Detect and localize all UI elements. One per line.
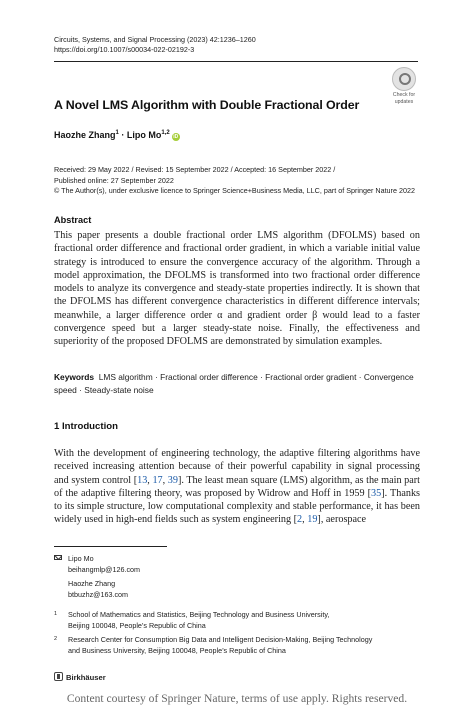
copyright-line: © The Author(s), under exclusive licence to Springer Science+Business Media, LLC, part of Springer Nature 2022 [54, 186, 415, 196]
article-title: A Novel LMS Algorithm with Double Fractional Order [54, 98, 360, 112]
affiliation-1 [54, 610, 424, 632]
citation-link[interactable]: 39 [167, 474, 178, 486]
corr-author-1-email[interactable]: beihangmlp@126.com [68, 564, 141, 574]
author-list [54, 130, 180, 141]
introduction-paragraph: With the development of engineering technology, the adaptive filtering algorithms have received increasing attention because of their powerful capability in signal processing and system control [13, 17, 39]. The least mean square (LMS) algorithm, as the main part of the adaptive filtering theory, was proposed by Widrow and Hoff in 1959 [35]. Thanks to its simple structure, low computational complexity and stable performance, it has been widely used in high-end fields such as system engineering [2, 19], aerospace [54, 448, 420, 526]
intro-text-1: With the development of engineering technology, the adaptive filtering algorithms have received increasing attention because of their powerful capability in signal processing and system control [ [54, 448, 420, 486]
corr-author-2-name: Haozhe Zhang [68, 579, 116, 588]
author-1[interactable]: Haozhe Zhang [54, 130, 116, 140]
corr-author-2-email[interactable]: btbuzhz@163.com [68, 589, 129, 599]
corresponding-authors [54, 554, 254, 599]
corr-author-1-name: Lipo Mo [68, 554, 94, 563]
badge-line-2: updates [394, 99, 414, 105]
keywords-list: LMS algorithm · Fractional order difference · Fractional order gradient · Convergence speed · Steady-state noise [54, 372, 414, 395]
crossmark-icon [392, 67, 416, 91]
orcid-icon[interactable]: iD [173, 134, 179, 140]
footnote-rule [54, 546, 167, 547]
citation-link[interactable]: 17 [152, 474, 163, 486]
citation-link[interactable]: 19 [307, 514, 318, 526]
keywords [54, 371, 420, 396]
publisher-imprint [54, 672, 106, 682]
dates-line-2: Published online: 27 September 2022 [54, 175, 174, 185]
badge-line-1: Check for [392, 92, 416, 98]
affiliation-1-line-2: Beijing 100048, People’s Republic of China [68, 620, 206, 630]
affiliation-2-line-1: Research Center for Consumption Big Data and Intelligent Decision-Making, Beijing Technology [68, 635, 373, 644]
birkhauser-logo-icon [54, 672, 63, 681]
journal-citation: Circuits, Systems, and Signal Processing (2023) 42:1236–1260 [54, 35, 256, 44]
affiliation-1-line-1: School of Mathematics and Statistics, Beijing Technology and Business University, [68, 610, 330, 619]
citation-link[interactable]: 2 [297, 514, 303, 526]
publisher-name: Birkhäuser [66, 673, 106, 682]
author-1-affiliation: 1 [115, 130, 119, 136]
affiliation-1-number: 1 [54, 611, 58, 617]
author-2-affiliation: 1,2 [161, 130, 170, 136]
header-rule [54, 61, 418, 62]
affiliation-2-number: 2 [54, 636, 58, 642]
author-2[interactable]: Lipo Mo [126, 130, 162, 140]
journal-header [54, 35, 256, 55]
intro-text-4: ], aerospace [317, 514, 367, 526]
section-heading-introduction: 1 Introduction [54, 421, 118, 432]
dates-line-1: Received: 29 May 2022 / Revised: 15 September 2022 / Accepted: 16 September 2022 / [54, 165, 336, 174]
keywords-label: Keywords [54, 372, 95, 382]
courtesy-notice: Content courtesy of Springer Nature, terms of use apply. Rights reserved. [66, 692, 408, 705]
affiliation-2 [54, 635, 424, 657]
intro-text-2: ]. The least mean square (LMS) algorithm, as the main part of the adaptive filtering theory, was proposed by Widrow and Hoff in 1959 [ [54, 474, 420, 499]
affiliation-2-line-2: and Business University, Beijing 100048, People’s Republic of China [68, 645, 286, 655]
author-separator: · [118, 130, 127, 140]
intro-text-3: ]. Thanks to its simple structure, low computational complexity and stable performance, it has been widely used in high-end fields such as system engineering [ [54, 487, 420, 526]
check-for-updates-badge[interactable] [388, 67, 420, 105]
citation-link[interactable]: 13 [137, 474, 148, 486]
doi-link[interactable]: https://doi.org/10.1007/s00034-022-02192-3 [54, 45, 195, 54]
abstract-heading: Abstract [54, 215, 92, 225]
citation-link[interactable]: 35 [371, 487, 382, 499]
publication-dates [54, 165, 415, 197]
abstract-text: This paper presents a double fractional order LMS algorithm (DFOLMS) based on fractional order difference and fractional order gradient, in which a variable initial value strategy is introduced to ensure the convergence accuracy of the algorithm. Through a model approximation, the DFOLMS is transformed into two fractional order difference models to analyze its convergence and steady-state properties indirectly. It is shown that the DFOLMS has different convergence characteristics in different difference intervals; meanwhile, a larger difference order α and gradient order β would lead to a faster convergence speed but a larger steady-state noise. Finally, the effectiveness and superiority of the proposed DFOLMS are demonstrated by simulation examples. [54, 230, 420, 348]
